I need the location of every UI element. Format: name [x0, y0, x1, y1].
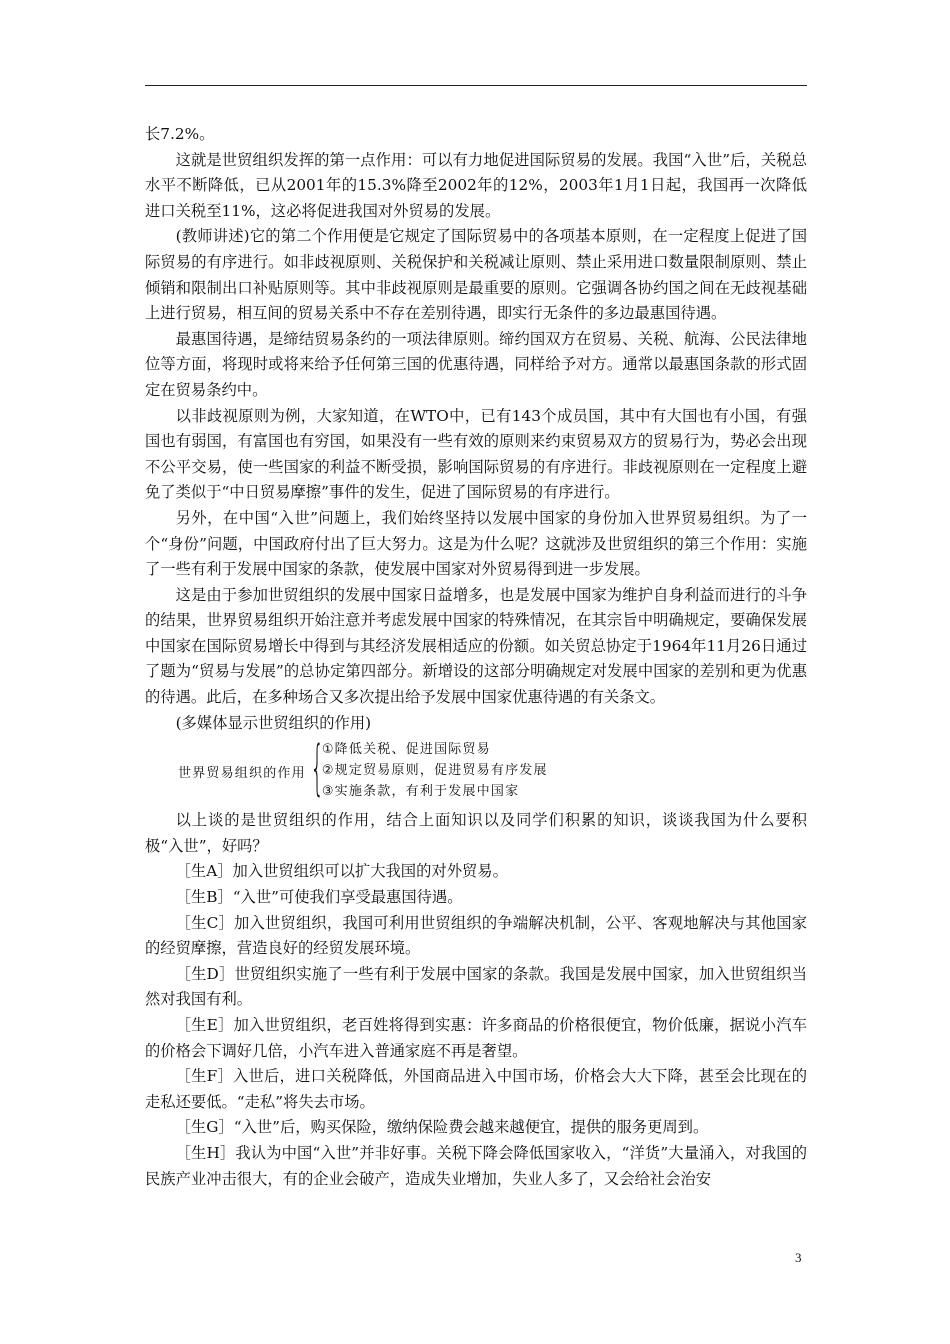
paragraph: ［生B］“入世”可使我们享受最惠国待遇。: [175, 888, 463, 907]
paragraph: ［生D］世贸组织实施了一些有利于发展中国家的条款。我国是发展中国家，加入世贸组织当然对我国有利。: [145, 964, 807, 1009]
paragraph: 以非歧视原则为例，大家知道，在WTO中，已有143个成员国，其中有大国也有小国，有强国也有弱国，有富国也有穷国，如果没有一些有效的原则来约束贸易双方的贸易行为，势必会出现不公平交易，使一些国家的利益不断受损，影响国际贸易的有序进行。非歧视原则在一定程度上避免了类似于“中日贸易摩擦”事件的发生，促进了国际贸易的有序进行。: [145, 406, 807, 502]
paragraph: ［生F］入世后，进口关税降低，外国商品进入中国市场，价格会大大下降，甚至会比现在的走私还要低。“走私”将失去市场。: [145, 1067, 807, 1111]
paragraph: ［生A］加入世贸组织可以扩大我国的对外贸易。: [175, 862, 508, 881]
paragraph: (多媒体显示世贸组织的作用): [175, 713, 372, 732]
page-number: 3: [795, 1250, 802, 1265]
paragraph: ［生G］“入世”后，购买保险，缴纳保险费会越来越便宜，提供的服务更周到。: [175, 1118, 709, 1137]
paragraph: ［生H］我认为中国“入世”并非好事。关税下降会降低国家收入，“洋货”大量涌入，对我国的民族产业冲击很大，有的企业会破产，造成失业增加，失业人多了，又会给社会治安: [145, 1143, 807, 1188]
diagram-root-label: 世界贸易组织的作用: [178, 765, 306, 781]
paragraph: ［生C］加入世贸组织，我国可利用世贸组织的争端解决机制，公平、客观地解决与其他国家的经贸摩擦，营造良好的经贸发展环境。: [145, 913, 807, 958]
paragraph: 这是由于参加世贸组织的发展中国家日益增多，也是发展中国家为维护自身利益而进行的斗争的结果，世界贸易组织开始注意并考虑发展中国家的特殊情况，在其宗旨中明确规定，要确保发展中国家在国际贸易增长中得到与其经济发展相适应的份额。如关贸总协定于1964年11月26日通过了题为“贸易与发展”的总协定第四部分。新增设的这部分明确规定对发展中国家的差别和更为优惠的待遇。此后，在多种场合又多次提出给予发展中国家优惠待遇的有关条文。: [145, 585, 807, 707]
diagram-branch-2: ②规定贸易原则，促进贸易有序发展: [321, 763, 548, 779]
paragraph: 以上谈的是世贸组织的作用，结合上面知识以及同学们积累的知识，谈谈我国为什么要积极“入世”，好吗？: [145, 811, 807, 855]
diagram-branches: [322, 740, 548, 802]
diagram-branch-1: ①降低关税、促进国际贸易: [321, 742, 491, 758]
paragraph: 最惠国待遇，是缔结贸易条约的一项法律原则。缔约国双方在贸易、关税、航海、公民法律地位等方面，将现时或将来给予任何第三国的优惠待遇，同样给予对方。通常以最惠国条款的形式固定在贸易条约中。: [145, 329, 807, 399]
paragraph: (教师讲述)它的第二个作用便是它规定了国际贸易中的各项基本原则，在一定程度上促进了国际贸易的有序进行。如非歧视原则、关税保护和关税减让原则、禁止采用进口数量限制原则、禁止倾销和限制出口补贴原则等。其中非歧视原则是最重要的原则。它强调各协约国之间在无歧视基础上进行贸易，相互间的贸易关系中不存在差别待遇，即实行无条件的多边最惠国待遇。: [145, 227, 807, 323]
paragraphs-after-diagram: [145, 808, 807, 1192]
paragraphs-before-diagram: [145, 122, 807, 736]
diagram-branch-3: ③实施条款，有利于发展中国家: [321, 784, 520, 800]
paragraph: ［生E］加入世贸组织，老百姓将得到实惠：许多商品的价格很便宜，物价低廉，据说小汽车的价格会下调好几倍，小汽车进入普通家庭不再是奢望。: [145, 1016, 807, 1060]
paragraph: 另外，在中国“入世”问题上，我们始终坚持以发展中国家的身份加入世界贸易组织。为了一个“身份”问题，中国政府付出了巨大努力。这是为什么呢？这就涉及世贸组织的第三个作用：实施了一些有利于发展中国家的条款，使发展中国家对外贸易得到进一步发展。: [145, 508, 807, 579]
paragraph: 这就是世贸组织发挥的第一点作用：可以有力地促进国际贸易的发展。我国“入世”后，关税总水平不断降低，已从2001年的15.3%降至2002年的12%，2003年1月1日起，我国再一次降低进口关税至11%，这必将促进我国对外贸易的发展。: [145, 150, 807, 220]
left-brace-icon: {: [310, 733, 325, 804]
wto-role-diagram: [178, 733, 807, 804]
paragraph: 长7.2%。: [145, 125, 215, 143]
header-rule: [145, 85, 807, 86]
document-body: [145, 122, 807, 1192]
